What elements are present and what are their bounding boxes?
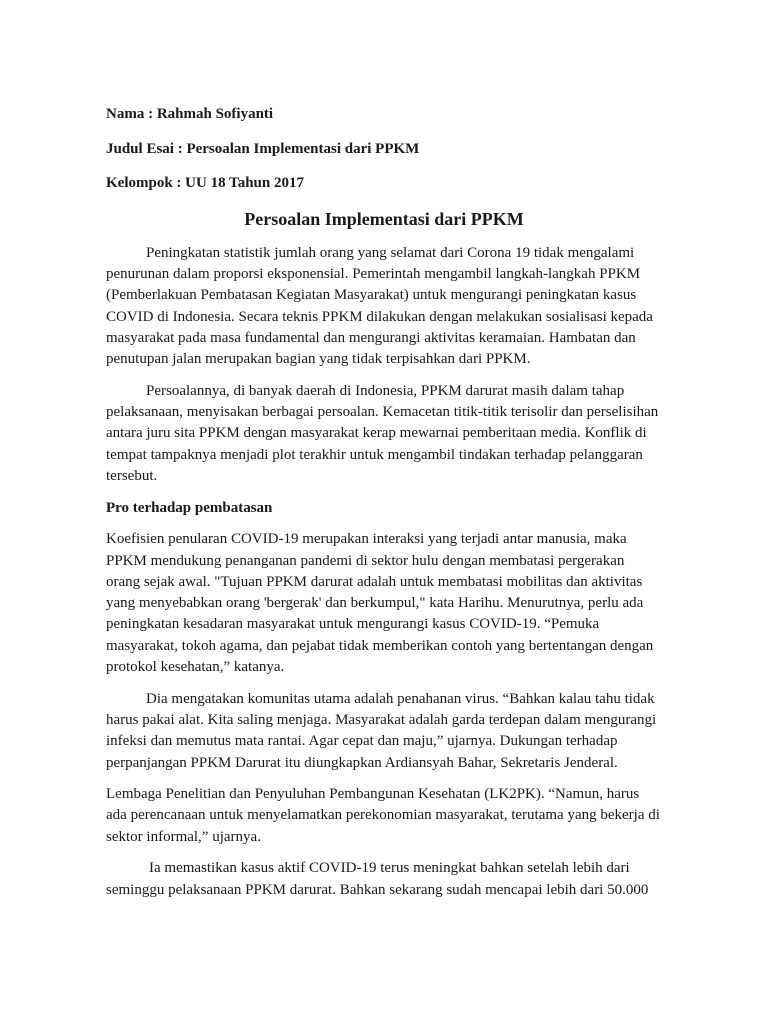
paragraph-5: Lembaga Penelitian dan Penyuluhan Pembangunan Kesehatan (LK2PK). “Namun, harus ada perencanaan untuk menyelamatkan perekonomian masyarakat, terutama yang bekerja di sektor informal,” ujarnya. xyxy=(106,786,660,845)
document-page xyxy=(106,104,662,911)
paragraph-1: Peningkatan statistik jumlah orang yang selamat dari Corona 19 tidak mengalami penurunan dalam proporsi eksponensial. Pemerintah mengambil langkah-langkah PPKM (Pemberlakuan Pembatasan Kegiatan Masyarakat) untuk mengurangi peningkatan kasus COVID di Indonesia. Secara teknis PPKM dilakukan dengan melakukan sosialisasi kepada masyarakat pada masa fundamental dan mengurangi aktivitas keramaian. Hambatan dan penutupan jalan merupakan bagian yang tidak terpisahkan dari PPKM. xyxy=(106,244,653,368)
paragraph-4: Dia mengatakan komunitas utama adalah penahanan virus. “Bahkan kalau tahu tidak harus pakai alat. Kita saling menjaga. Masyarakat adalah garda terdepan dalam mengurangi infeksi dan memutus mata rantai. Agar cepat dan maju,” ujarnya. Dukungan terhadap perpanjangan PPKM Darurat itu diungkapkan Ardiansyah Bahar, Sekretaris Jenderal. xyxy=(106,690,657,771)
paragraph-2: Persoalannya, di banyak daerah di Indonesia, PPKM darurat masih dalam tahap pelaksanaan, menyisakan berbagai persoalan. Kemacetan titik-titik terisolir dan perselisihan antara juru sita PPKM dengan masyarakat kerap mewarnai pemberitaan media. Konflik di tempat tampaknya menjadi plot terakhir untuk mengambil tindakan terhadap pelanggaran tersebut. xyxy=(106,382,659,485)
section-heading: Pro terhadap pembatasan xyxy=(106,499,273,516)
paragraph-6: Ia memastikan kasus aktif COVID-19 terus meningkat bahkan setelah lebih dari seminggu pelaksanaan PPKM darurat. Bahkan sekarang sudah mencapai lebih dari 50.000 xyxy=(106,860,649,898)
group-label: Kelompok : UU 18 Tahun 2017 xyxy=(106,175,304,192)
essay-title-label: Judul Esai : Persoalan Implementasi dari PPKM xyxy=(106,140,420,157)
author-name: Nama : Rahmah Sofiyanti xyxy=(106,106,274,122)
paragraph-3: Koefisien penularan COVID-19 merupakan interaksi yang terjadi antar manusia, maka PPKM mendukung penanganan pandemi di sektor hulu dengan membatasi pergerakan orang sejak awal. "Tujuan PPKM darurat adalah untuk membatasi mobilitas dan aktivitas yang menyebabkan orang 'bergerak' dan berkumpul," kata Harihu. Menurutnya, perlu ada peningkatan kesadaran masyarakat untuk mengurangi kasus COVID-19. “Pemuka masyarakat, tokoh agama, dan pejabat tidak memberikan contoh yang bertentangan dengan protokol kesehatan,” katanya. xyxy=(106,531,654,676)
essay-title: Persoalan Implementasi dari PPKM xyxy=(244,208,524,229)
